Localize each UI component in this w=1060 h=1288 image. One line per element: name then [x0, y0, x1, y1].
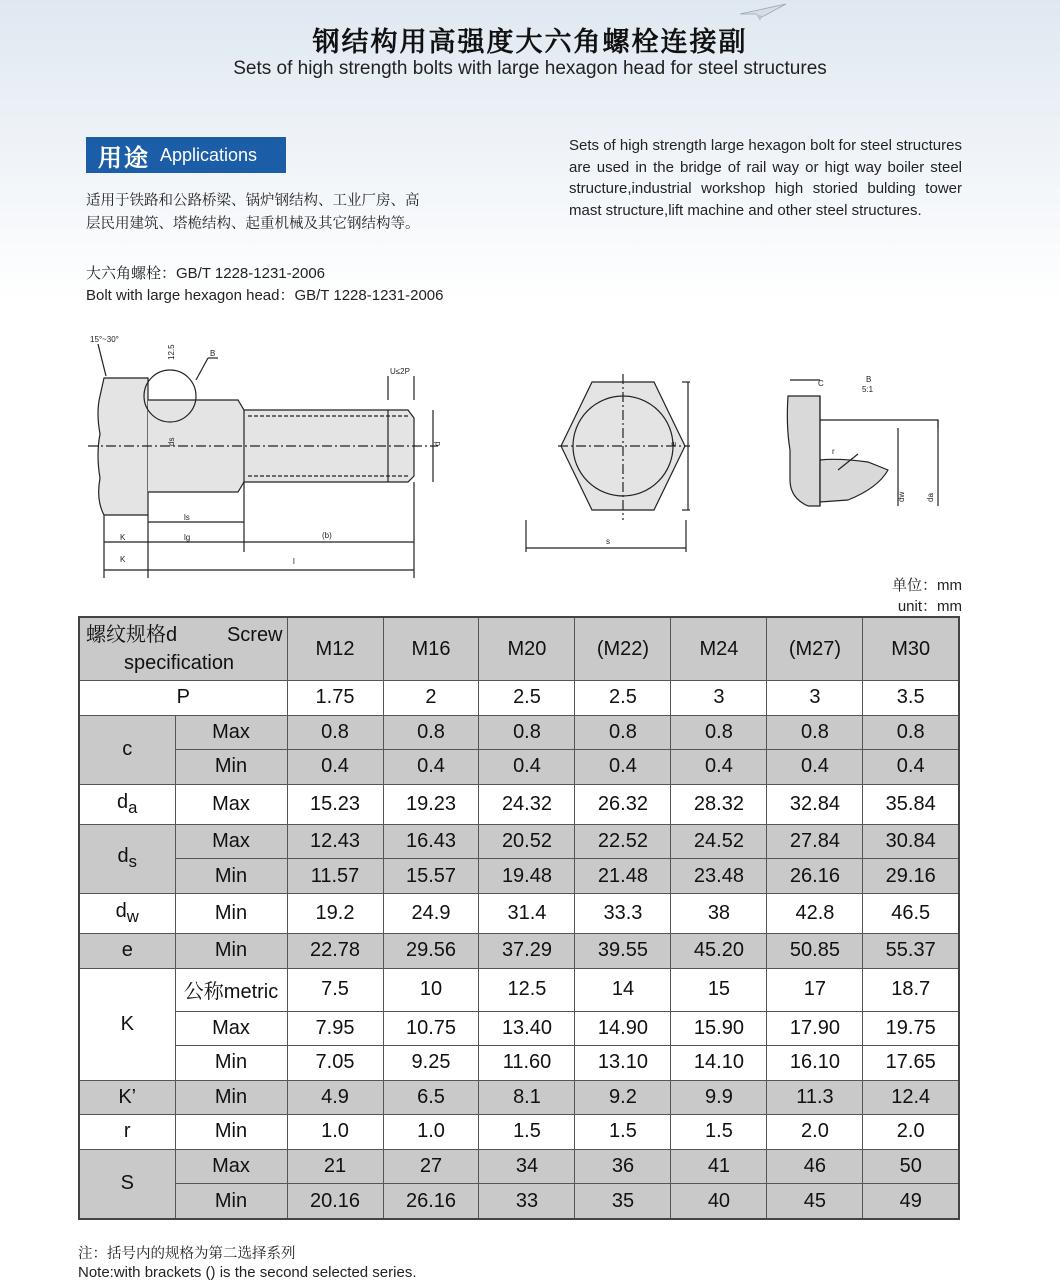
value-cell: 40 [671, 1184, 767, 1219]
table-row-ds-min [79, 859, 959, 894]
size-cell: (M27) [767, 617, 863, 681]
value-cell: 41 [671, 1149, 767, 1184]
value-cell: 14 [575, 968, 671, 1011]
value-cell: 3.5 [863, 681, 959, 716]
value-cell: 24.32 [479, 784, 575, 824]
value-cell: 22.78 [287, 934, 383, 969]
drawing-l-label: l [293, 557, 295, 566]
note-en: Note:with brackets () is the second selected series. [78, 1264, 417, 1281]
value-cell: 42.8 [767, 893, 863, 933]
drawing-u-label: U≤2P [390, 367, 410, 376]
value-cell: 30.84 [863, 824, 959, 859]
applications-text-cn-line1: 适用于铁路和公路桥梁、锅炉钢结构、工业厂房、高 [86, 193, 420, 209]
value-cell: 1.5 [575, 1115, 671, 1150]
header-label-en1: Screw [226, 624, 283, 646]
table-row-k-max [79, 1011, 959, 1046]
value-cell: 2.5 [479, 681, 575, 716]
size-cell: M16 [383, 617, 479, 681]
size-cell: (M22) [575, 617, 671, 681]
row-label-dw [79, 893, 175, 933]
value-cell: 18.7 [863, 968, 959, 1011]
value-cell: 27 [383, 1149, 479, 1184]
value-cell: 12.5 [479, 968, 575, 1011]
value-cell: 17.65 [863, 1046, 959, 1081]
drawing-radius-label: 12.5 [167, 344, 176, 360]
row-sublabel: Min [175, 859, 287, 894]
value-cell: 35 [575, 1184, 671, 1219]
size-cell: M30 [863, 617, 959, 681]
value-cell: 1.0 [287, 1115, 383, 1150]
row-sublabel: Min [175, 893, 287, 933]
drawing-b-length-label: (b) [322, 531, 332, 540]
row-label-ds-sub: s [128, 852, 137, 872]
size-cell: M24 [671, 617, 767, 681]
table-row-s-min [79, 1184, 959, 1219]
value-cell: 19.23 [383, 784, 479, 824]
value-cell: 24.9 [383, 893, 479, 933]
drawing-r-label: r [832, 447, 835, 456]
value-cell: 29.56 [383, 934, 479, 969]
value-cell: 1.5 [479, 1115, 575, 1150]
value-cell: 38 [671, 893, 767, 933]
value-cell: 34 [479, 1149, 575, 1184]
value-cell: 49 [863, 1184, 959, 1219]
value-cell: 29.16 [863, 859, 959, 894]
value-cell: 0.8 [479, 715, 575, 750]
bolt-spec-table [78, 616, 960, 1220]
value-cell: 22.52 [575, 824, 671, 859]
row-sublabel: Max [175, 824, 287, 859]
row-label-c: c [79, 715, 175, 784]
table-row-k-nominal [79, 968, 959, 1011]
value-cell: 16.10 [767, 1046, 863, 1081]
size-cell: M20 [479, 617, 575, 681]
value-cell: 21.48 [575, 859, 671, 894]
value-cell: 0.4 [671, 750, 767, 785]
value-cell: 19.75 [863, 1011, 959, 1046]
value-cell: 14.10 [671, 1046, 767, 1081]
value-cell: 23.48 [671, 859, 767, 894]
bolt-technical-drawing [78, 330, 958, 580]
value-cell: 36 [575, 1149, 671, 1184]
value-cell: 35.84 [863, 784, 959, 824]
value-cell: 0.8 [575, 715, 671, 750]
drawing-lg-label: lg [184, 533, 191, 542]
value-cell: 55.37 [863, 934, 959, 969]
header-label-en2: specification [124, 652, 235, 674]
row-sublabel: Min [175, 1080, 287, 1115]
value-cell: 7.95 [287, 1011, 383, 1046]
value-cell: 15.57 [383, 859, 479, 894]
value-cell: 11.57 [287, 859, 383, 894]
value-cell: 28.32 [671, 784, 767, 824]
drawing-da-label: da [926, 493, 935, 502]
table-row-r-min [79, 1115, 959, 1150]
value-cell: 27.84 [767, 824, 863, 859]
value-cell: 21 [287, 1149, 383, 1184]
applications-text-en: Sets of high strength large hexagon bolt for steel structures are used in the bridge of rail way or higt way boiler steel structure,industrial workshop high storied bulding tower mast structure,lift machine and other steel structures. [569, 137, 962, 219]
value-cell: 15 [671, 968, 767, 1011]
value-cell: 12.4 [863, 1080, 959, 1115]
value-cell: 2 [383, 681, 479, 716]
value-cell: 26.32 [575, 784, 671, 824]
row-label-r: r [79, 1115, 175, 1150]
page-title-en: Sets of high strength bolts with large hexagon head for steel structures [233, 58, 827, 79]
value-cell: 11.3 [767, 1080, 863, 1115]
drawing-scale-label: 5:1 [862, 385, 874, 394]
value-cell: 0.8 [287, 715, 383, 750]
row-sublabel: Max [175, 784, 287, 824]
value-cell: 0.4 [383, 750, 479, 785]
value-cell: 15.90 [671, 1011, 767, 1046]
value-cell: 39.55 [575, 934, 671, 969]
value-cell: 45 [767, 1184, 863, 1219]
value-cell: 33.3 [575, 893, 671, 933]
drawing-c-label: C [818, 379, 824, 388]
table-row-dw-min [79, 893, 959, 933]
value-cell: 17.90 [767, 1011, 863, 1046]
row-label-ds-main: d [117, 845, 129, 868]
value-cell: 0.4 [287, 750, 383, 785]
table-row-da-max [79, 784, 959, 824]
value-cell: 0.4 [575, 750, 671, 785]
standard-en: Bolt with large hexagon head：GB/T 1228-1231-2006 [86, 287, 444, 304]
value-cell: 17 [767, 968, 863, 1011]
row-sublabel: Min [175, 750, 287, 785]
row-sublabel: Max [175, 715, 287, 750]
value-cell: 32.84 [767, 784, 863, 824]
row-sublabel: Min [175, 1184, 287, 1219]
row-label-e: e [79, 934, 175, 969]
value-cell: 16.43 [383, 824, 479, 859]
table-row-c-max [79, 715, 959, 750]
value-cell: 0.4 [767, 750, 863, 785]
row-label-dw-sub: w [126, 906, 139, 926]
value-cell: 0.4 [479, 750, 575, 785]
value-cell: 19.48 [479, 859, 575, 894]
row-label-da-main: d [117, 790, 129, 813]
drawing-e-label: e [669, 441, 678, 446]
value-cell: 0.8 [671, 715, 767, 750]
value-cell: 24.52 [671, 824, 767, 859]
drawing-angle-label: 15°~30° [90, 335, 119, 344]
row-sublabel: 公称metric [175, 968, 287, 1011]
page-title-cn: 钢结构用高强度大六角螺栓连接副 [312, 27, 748, 58]
table-row-e-min [79, 934, 959, 969]
row-label-kprime: K’ [79, 1080, 175, 1115]
drawing-ls-label: ls [184, 513, 190, 522]
row-label-p: P [79, 681, 287, 716]
value-cell: 10 [383, 968, 479, 1011]
row-sublabel: Max [175, 1149, 287, 1184]
value-cell: 37.29 [479, 934, 575, 969]
applications-badge [86, 137, 286, 173]
table-row-s-max [79, 1149, 959, 1184]
value-cell: 0.4 [863, 750, 959, 785]
value-cell: 6.5 [383, 1080, 479, 1115]
value-cell: 50.85 [767, 934, 863, 969]
unit-en: unit：mm [897, 598, 962, 615]
header-label-cell [79, 617, 287, 681]
value-cell: 12.43 [287, 824, 383, 859]
table-header-row [79, 617, 959, 681]
value-cell: 20.16 [287, 1184, 383, 1219]
row-label-ds [79, 824, 175, 893]
value-cell: 11.60 [479, 1046, 575, 1081]
drawing-s-label: s [606, 537, 610, 546]
value-cell: 26.16 [383, 1184, 479, 1219]
unit-cn: 单位：mm [892, 577, 962, 594]
row-label-da-sub: a [128, 797, 138, 817]
table-row-ds-max [79, 824, 959, 859]
drawing-k2-label: K [120, 555, 126, 564]
drawing-dw-label: dw [897, 491, 906, 502]
applications-text-cn [86, 190, 466, 236]
value-cell: 3 [767, 681, 863, 716]
value-cell: 1.75 [287, 681, 383, 716]
drawing-detail-label: B [866, 375, 872, 384]
value-cell: 4.9 [287, 1080, 383, 1115]
value-cell: 1.0 [383, 1115, 479, 1150]
applications-label-en: Applications [160, 144, 258, 165]
note-cn: 注：括号内的规格为第二选择系列 [78, 1246, 296, 1262]
value-cell: 14.90 [575, 1011, 671, 1046]
value-cell: 26.16 [767, 859, 863, 894]
value-cell: 19.2 [287, 893, 383, 933]
row-label-dw-main: d [115, 899, 127, 922]
value-cell: 10.75 [383, 1011, 479, 1046]
value-cell: 46.5 [863, 893, 959, 933]
value-cell: 0.8 [767, 715, 863, 750]
value-cell: 31.4 [479, 893, 575, 933]
value-cell: 1.5 [671, 1115, 767, 1150]
standard-cn: 大六角螺栓：GB/T 1228-1231-2006 [86, 265, 325, 282]
size-cell: M12 [287, 617, 383, 681]
row-sublabel: Max [175, 1011, 287, 1046]
value-cell: 50 [863, 1149, 959, 1184]
value-cell: 15.23 [287, 784, 383, 824]
value-cell: 2.0 [863, 1115, 959, 1150]
row-sublabel: Min [175, 934, 287, 969]
row-label-s: S [79, 1149, 175, 1219]
paper-plane-icon [738, 2, 788, 22]
value-cell: 7.5 [287, 968, 383, 1011]
drawing-detail-b-label: B [210, 349, 216, 358]
drawing-ds-label: ds [167, 437, 176, 446]
value-cell: 13.40 [479, 1011, 575, 1046]
value-cell: 0.8 [863, 715, 959, 750]
value-cell: 20.52 [479, 824, 575, 859]
table-row-p [79, 681, 959, 716]
header-label-cn: 螺纹规格d [86, 624, 178, 646]
value-cell: 2.0 [767, 1115, 863, 1150]
applications-text-cn-line2: 层民用建筑、塔桅结构、起重机械及其它钢结构等。 [86, 216, 420, 232]
drawing-k-label: K [120, 533, 126, 542]
value-cell: 45.20 [671, 934, 767, 969]
table-row-c-min [79, 750, 959, 785]
table-row-kprime-min [79, 1080, 959, 1115]
row-label-k: K [79, 968, 175, 1080]
row-sublabel: Min [175, 1115, 287, 1150]
value-cell: 3 [671, 681, 767, 716]
drawing-d-label: d [433, 441, 442, 446]
value-cell: 33 [479, 1184, 575, 1219]
value-cell: 9.25 [383, 1046, 479, 1081]
row-label-da [79, 784, 175, 824]
value-cell: 9.9 [671, 1080, 767, 1115]
applications-label-cn: 用途 [98, 142, 150, 172]
table-row-k-min [79, 1046, 959, 1081]
value-cell: 8.1 [479, 1080, 575, 1115]
value-cell: 7.05 [287, 1046, 383, 1081]
value-cell: 2.5 [575, 681, 671, 716]
value-cell: 0.8 [383, 715, 479, 750]
value-cell: 13.10 [575, 1046, 671, 1081]
value-cell: 9.2 [575, 1080, 671, 1115]
row-sublabel: Min [175, 1046, 287, 1081]
value-cell: 46 [767, 1149, 863, 1184]
